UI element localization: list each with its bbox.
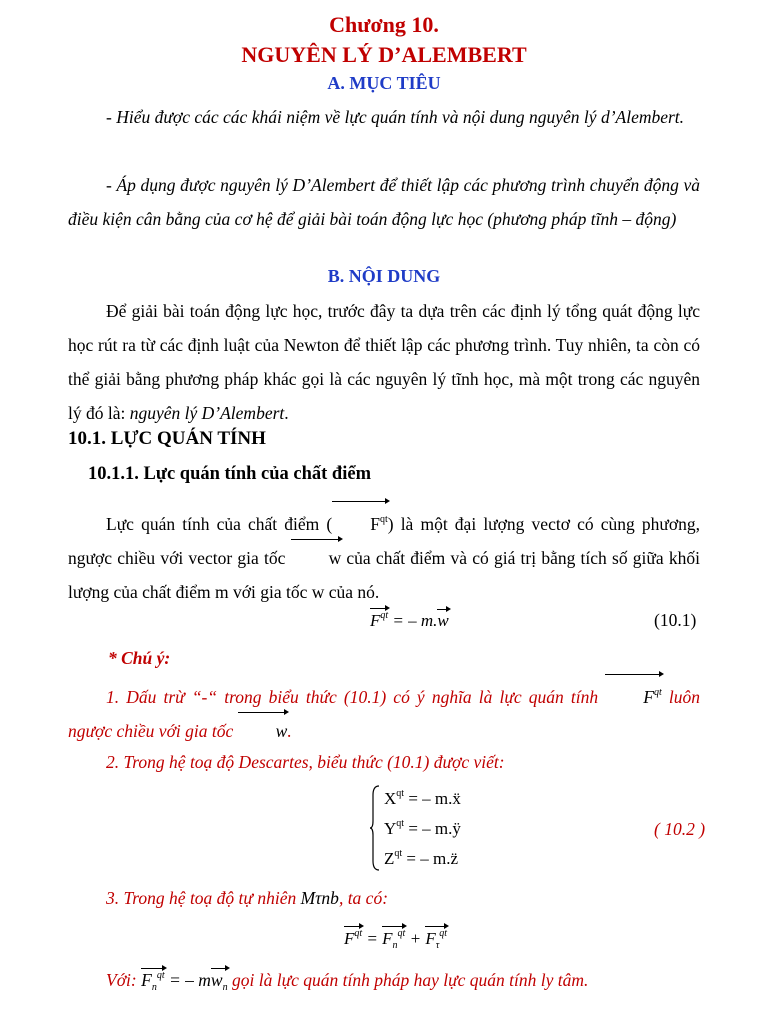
objective-1: - Hiểu được các các khái niệm về lực quán tính và nội dung nguyên lý d’Alembert. (106, 107, 685, 127)
heading-10-1: 10.1. LỰC QUÁN TÍNH (68, 428, 266, 449)
equation-10-1-number: (10.1) (654, 610, 697, 630)
def-text-a: Lực quán tính của chất điểm ( (106, 514, 333, 534)
accel-vector-symbol: w (238, 714, 288, 748)
equation-10-1: $F^{qt}$ = – m.w (370, 610, 449, 630)
natural-frame-symbol: Mτnb (300, 888, 339, 908)
equation-10-2-row-x: $X^{qt}$ = – m.ẍ (384, 788, 461, 808)
inertia-force-symbol: $F^{qt}$ (605, 676, 661, 714)
note-item-3: 3. Trong hệ toạ độ tự nhiên Mτnb, ta có: (106, 888, 389, 908)
note-item-1: 1. Dấu trừ “-“ trong biểu thức (10.1) có ý nghĩa là lực quán tính $F^{qt}$ luôn ngược chiều với gia tốc w. (68, 676, 700, 748)
chapter-number: Chương 10. (329, 12, 439, 37)
intro-end: . (284, 403, 289, 423)
definition-paragraph (68, 503, 700, 609)
intro-paragraph (68, 294, 700, 430)
note-heading: * Chú ý: (108, 648, 171, 668)
chapter-title: NGUYÊN LÝ D’ALEMBERT (241, 42, 527, 67)
equation-brace (370, 785, 380, 871)
note-item-2: 2. Trong hệ toạ độ Descartes, biểu thức (10.1) được viết: (106, 752, 505, 772)
equation-10-2-row-z: $Z^{qt}$ = – m.z̈ (384, 848, 459, 868)
note-item-4: Với: $F_n^{qt}$ = – $mw_n$ gọi là lực quán tính pháp hay lực quán tính ly tâm. (106, 970, 589, 993)
intro-italic: nguyên lý D’Alembert (129, 403, 285, 423)
heading-10-1-1: 10.1.1. Lực quán tính của chất điểm (88, 464, 371, 484)
section-a-heading: A. MỤC TIÊU (327, 73, 441, 93)
equation-10-2-row-y: $Y^{qt}$ = – m.ÿ (384, 818, 461, 838)
objective-2: - Áp dụng được nguyên lý D’Alembert để thiết lập các phương trình chuyển động và điều kiện cân bằng của cơ hệ để giải bài toán động lực học (phương pháp tĩnh – động) (68, 175, 700, 229)
section-b-heading: B. NỘI DUNG (327, 266, 441, 286)
accel-vector-symbol: w (291, 541, 342, 575)
def-text-c: của chất điểm và có giá trị bằng tích số giữa khối lượng của chất điểm m với gia tốc w của nó. (68, 548, 700, 602)
def-text-b: ) là một đại lượng vectơ có cùng phương, ngược chiều với vector gia tốc (68, 514, 700, 568)
equation-10-2-number: ( 10.2 ) (654, 819, 706, 839)
normal-inertia-equation: $F_n^{qt}$ = – $mw_n$ (141, 970, 228, 993)
intro-text: Để giải bài toán động lực học, trước đây ta dựa trên các định lý tổng quát động lực học rút ra từ các định luật của Newton để thiết lập các phương trình. Tuy nhiên, ta còn có thể giải bằng phương pháp khác gọi là các nguyên lý tĩnh học, mà một trong các nguyên lý đó là: (68, 301, 700, 423)
inertia-force-symbol: $F^{qt}$ (332, 503, 388, 541)
equation-force-decomposition: $F^{qt} = F_n^{qt} + F_\tau^{qt}$ (344, 928, 448, 951)
